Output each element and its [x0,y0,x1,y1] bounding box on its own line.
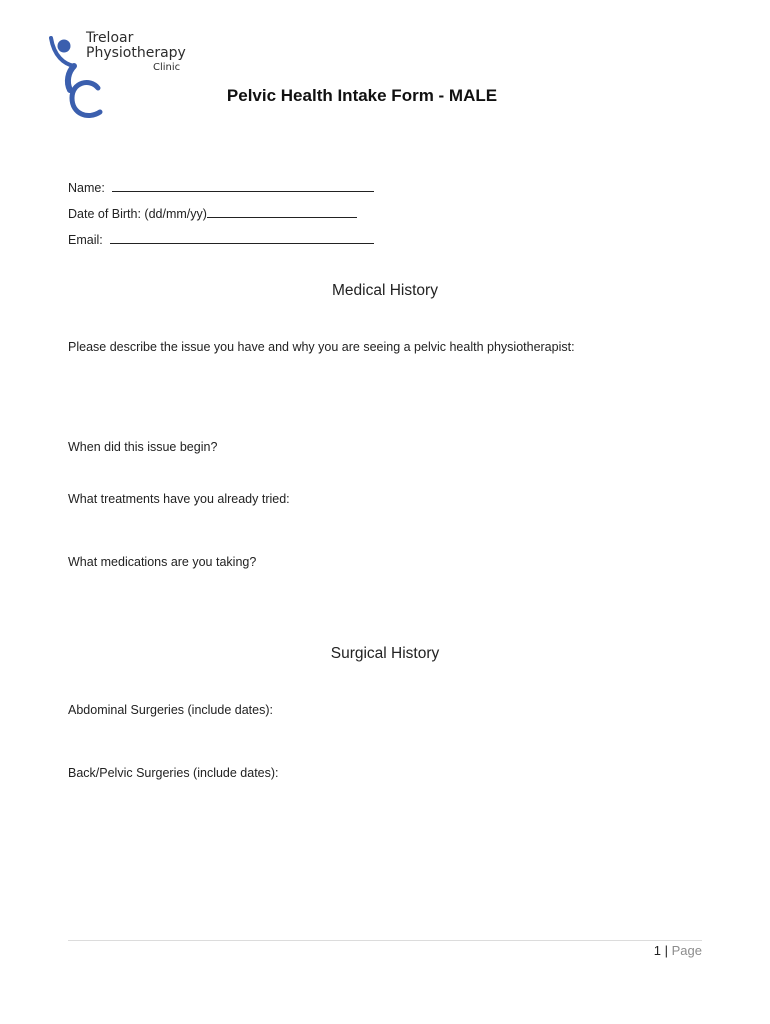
logo-line-1: Treloar [86,30,134,46]
name-label: Name: [68,181,105,195]
page-separator: | [664,943,668,958]
question-back-pelvic-surgeries: Back/Pelvic Surgeries (include dates): [68,766,279,780]
form-title: Pelvic Health Intake Form - MALE [226,86,498,105]
question-began: When did this issue begin? [68,440,218,454]
question-abdominal-surgeries: Abdominal Surgeries (include dates): [68,703,273,717]
name-line[interactable] [112,178,374,192]
clinic-logo [46,26,196,122]
page-number: 1 [653,943,661,958]
dob-field[interactable] [68,204,357,221]
name-field[interactable] [68,178,374,195]
logo-line-3: Clinic [153,62,181,73]
question-treatments: What treatments have you already tried: [68,492,290,506]
dob-line[interactable] [207,204,357,218]
footer-divider [68,940,702,941]
page-label: Page [671,943,702,958]
dob-label: Date of Birth: (dd/mm/yy) [68,207,207,221]
question-issue: Please describe the issue you have and why you are seeing a pelvic health physiotherapist: [68,340,575,354]
surgical-history-heading: Surgical History [330,645,440,662]
page-footer [654,943,702,958]
medical-history-heading: Medical History [332,282,438,299]
logo-line-2: Physiotherapy [86,45,186,61]
email-label: Email: [68,233,103,247]
question-medications: What medications are you taking? [68,555,257,569]
email-field[interactable] [68,230,374,247]
email-line[interactable] [110,230,374,244]
